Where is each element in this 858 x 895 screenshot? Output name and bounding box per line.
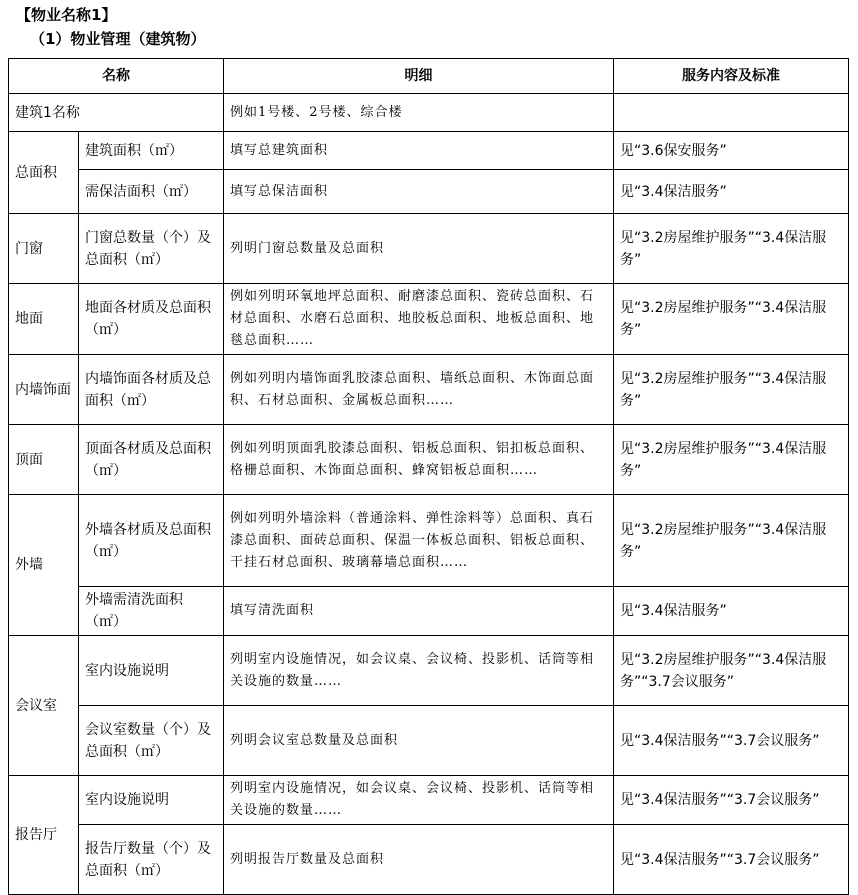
standard-cell: 见“3.2房屋维护服务”“3.4保洁服务”	[614, 355, 849, 425]
category-cell: 报告厅	[9, 776, 79, 895]
detail-cell: 例如列明外墙涂料（普通涂料、弹性涂料等）总面积、真石漆总面积、面砖总面积、保温一体板总面积、铝板总面积、干挂石材总面积、玻璃幕墙总面积……	[224, 495, 614, 587]
item-cell: 建筑面积（㎡）	[79, 132, 224, 170]
header-detail: 明细	[224, 59, 614, 94]
detail-cell: 列明报告厅数量及总面积	[224, 825, 614, 895]
detail-cell: 填写总建筑面积	[224, 132, 614, 170]
table-row	[9, 587, 849, 636]
item-cell: 室内设施说明	[79, 776, 224, 825]
standard-cell: 见“3.2房屋维护服务”“3.4保洁服务”	[614, 284, 849, 355]
item-cell: 内墙饰面各材质及总面积（㎡）	[79, 355, 224, 425]
section-title: 【物业名称1】	[16, 6, 117, 24]
detail-cell: 填写总保洁面积	[224, 170, 614, 214]
item-cell: 需保洁面积（㎡）	[79, 170, 224, 214]
detail-cell: 例如列明环氧地坪总面积、耐磨漆总面积、瓷砖总面积、石材总面积、水磨石总面积、地胶板总面积、地板总面积、地毯总面积……	[224, 284, 614, 355]
detail-cell: 列明会议室总数量及总面积	[224, 706, 614, 776]
detail-cell: 例如列明内墙饰面乳胶漆总面积、墙纸总面积、木饰面总面积、石材总面积、金属板总面积……	[224, 355, 614, 425]
table-header-row	[9, 59, 849, 94]
table-row	[9, 776, 849, 825]
header-name: 名称	[9, 59, 224, 94]
item-cell: 会议室数量（个）及总面积（㎡）	[79, 706, 224, 776]
item-cell: 外墙需清洗面积（㎡）	[79, 587, 224, 636]
building-name-cell: 建筑1名称	[9, 94, 224, 132]
category-cell: 内墙饰面	[9, 355, 79, 425]
table-row	[9, 636, 849, 706]
category-cell: 顶面	[9, 425, 79, 495]
table-row	[9, 706, 849, 776]
standard-cell: 见“3.2房屋维护服务”“3.4保洁服务”	[614, 425, 849, 495]
table-row	[9, 425, 849, 495]
standard-cell: 见“3.4保洁服务”“3.7会议服务”	[614, 706, 849, 776]
header-standard: 服务内容及标准	[614, 59, 849, 94]
item-cell: 室内设施说明	[79, 636, 224, 706]
standard-cell: 见“3.4保洁服务”	[614, 170, 849, 214]
standard-cell: 见“3.2房屋维护服务”“3.4保洁服务”“3.7会议服务”	[614, 636, 849, 706]
table-row	[9, 214, 849, 284]
table-row	[9, 170, 849, 214]
section-subtitle: （1）物业管理（建筑物）	[30, 30, 206, 48]
category-cell: 门窗	[9, 214, 79, 284]
item-cell: 报告厅数量（个）及总面积（㎡）	[79, 825, 224, 895]
table-row	[9, 284, 849, 355]
category-cell: 地面	[9, 284, 79, 355]
standard-cell: 见“3.4保洁服务”“3.7会议服务”	[614, 776, 849, 825]
table-row	[9, 495, 849, 587]
item-cell: 外墙各材质及总面积（㎡）	[79, 495, 224, 587]
table-row	[9, 355, 849, 425]
standard-cell	[614, 94, 849, 132]
detail-cell: 列明室内设施情况，如会议桌、会议椅、投影机、话筒等相关设施的数量……	[224, 776, 614, 825]
detail-cell: 列明室内设施情况，如会议桌、会议椅、投影机、话筒等相关设施的数量……	[224, 636, 614, 706]
table-row	[9, 132, 849, 170]
standard-cell: 见“3.4保洁服务”“3.7会议服务”	[614, 825, 849, 895]
detail-cell: 例如1号楼、2号楼、综合楼	[224, 94, 614, 132]
detail-cell: 列明门窗总数量及总面积	[224, 214, 614, 284]
item-cell: 顶面各材质及总面积（㎡）	[79, 425, 224, 495]
table-row	[9, 94, 849, 132]
standard-cell: 见“3.2房屋维护服务”“3.4保洁服务”	[614, 495, 849, 587]
standard-cell: 见“3.6保安服务”	[614, 132, 849, 170]
category-cell: 总面积	[9, 132, 79, 214]
detail-cell: 填写清洗面积	[224, 587, 614, 636]
standard-cell: 见“3.2房屋维护服务”“3.4保洁服务”	[614, 214, 849, 284]
item-cell: 门窗总数量（个）及总面积（㎡）	[79, 214, 224, 284]
item-cell: 地面各材质及总面积（㎡）	[79, 284, 224, 355]
table-row	[9, 825, 849, 895]
detail-cell: 例如列明顶面乳胶漆总面积、铝板总面积、铝扣板总面积、格栅总面积、木饰面总面积、蜂窝铝板总面积……	[224, 425, 614, 495]
category-cell: 会议室	[9, 636, 79, 776]
standard-cell: 见“3.4保洁服务”	[614, 587, 849, 636]
category-cell: 外墙	[9, 495, 79, 636]
property-table	[8, 58, 849, 895]
